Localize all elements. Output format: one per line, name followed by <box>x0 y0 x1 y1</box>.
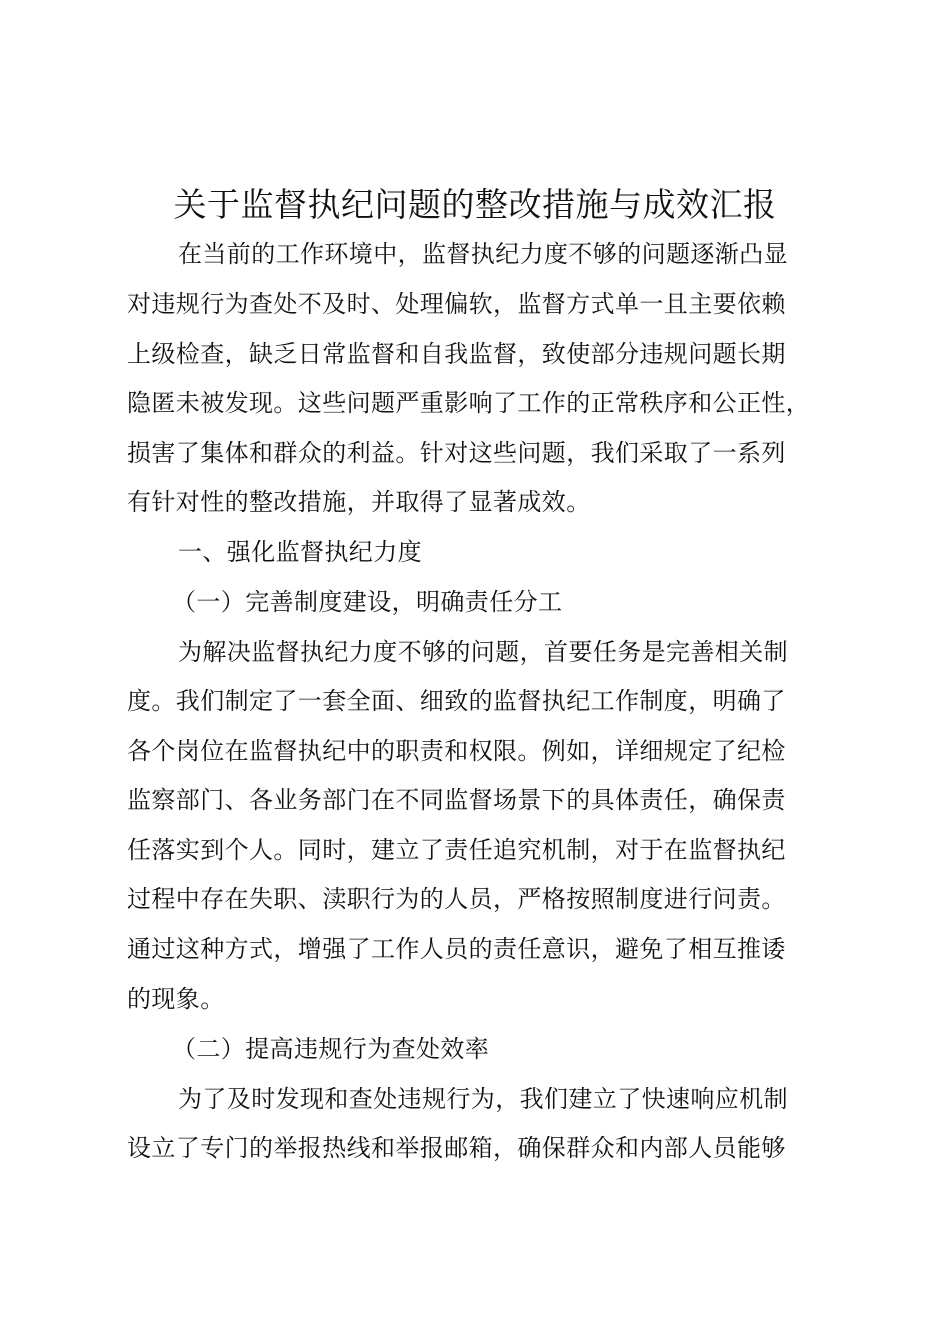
paragraph-line: 监察部门、各业务部门在不同监督场景下的具体责任，确保责 <box>127 786 786 814</box>
subsection-heading: （二）提高违规行为查处效率 <box>172 1035 490 1063</box>
paragraph-line: 为解决监督执纪力度不够的问题，首要任务是完善相关制 <box>178 638 788 666</box>
paragraph-line: 过程中存在失职、渎职行为的人员，严格按照制度进行问责。 <box>127 885 786 913</box>
paragraph-line: 上级检查，缺乏日常监督和自我监督，致使部分违规问题长期 <box>127 340 786 368</box>
paragraph-line: 各个岗位在监督执纪中的职责和权限。例如，详细规定了纪检 <box>127 737 786 765</box>
paragraph-line: 隐匿未被发现。这些问题严重影响了工作的正常秩序和公正性， <box>127 389 811 417</box>
paragraph-line: 任落实到个人。同时，建立了责任追究机制，对于在监督执纪 <box>127 836 786 864</box>
paragraph-line: 对违规行为查处不及时、处理偏软，监督方式单一且主要依赖 <box>127 290 786 318</box>
paragraph-line: 通过这种方式，增强了工作人员的责任意识，避免了相互推诿 <box>127 935 786 963</box>
paragraph-line: 有针对性的整改措施，并取得了显著成效。 <box>127 488 591 516</box>
paragraph-line: 损害了集体和群众的利益。针对这些问题，我们采取了一系列 <box>127 439 786 467</box>
subsection-heading: （一）完善制度建设，明确责任分工 <box>172 588 563 616</box>
paragraph-line: 的现象。 <box>127 985 225 1013</box>
paragraph-line: 为了及时发现和查处违规行为，我们建立了快速响应机制 <box>178 1085 788 1113</box>
paragraph-line: 度。我们制定了一套全面、细致的监督执纪工作制度，明确了 <box>127 687 786 715</box>
section-heading: 一、强化监督执纪力度 <box>178 538 422 566</box>
document-title: 关于监督执纪问题的整改措施与成效汇报 <box>173 185 777 224</box>
paragraph-line: 在当前的工作环境中，监督执纪力度不够的问题逐渐凸显 <box>178 240 788 268</box>
paragraph-line: 设立了专门的举报热线和举报邮箱，确保群众和内部人员能够 <box>127 1134 786 1162</box>
